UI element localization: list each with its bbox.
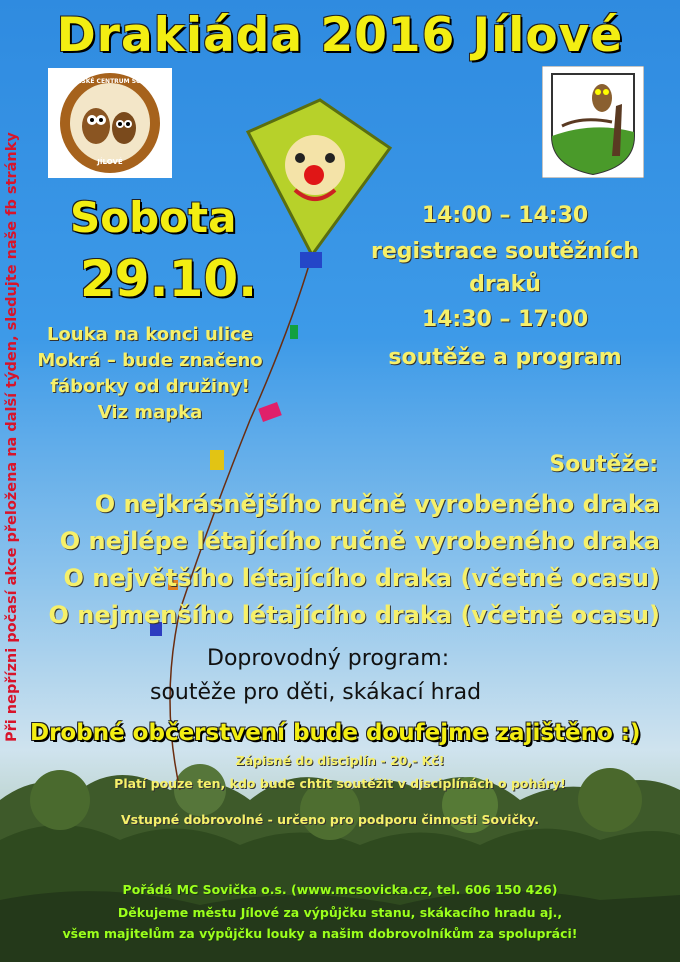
competition-item: O největšího létajícího draka (včetně ocasu) <box>63 564 660 592</box>
date-value: 29.10. <box>80 250 258 308</box>
schedule-line: registrace soutěžních <box>370 239 639 264</box>
footer-thanks-2: všem majitelům za výpůjčku louky a našim dobrovolníkům za spolupráci! <box>62 926 578 941</box>
location-line: Mokrá – bude značeno <box>37 350 263 371</box>
competitions-heading: Soutěže: <box>549 452 658 477</box>
schedule-line: 14:00 – 14:30 <box>421 203 589 228</box>
entry-note: Vstupné dobrovolné - určeno pro podporu činnosti Sovičky. <box>120 812 540 827</box>
date-day: Sobota <box>70 193 237 242</box>
location-line: fáborky od družiny! <box>50 376 250 397</box>
logo-text-top: MATEŘSKÉ CENTRUM SOVIČKA <box>58 78 162 85</box>
mc-sovicka-logo <box>48 68 172 178</box>
refreshments-note: Drobné občerstvení bude doufejme zajištěno :) <box>30 720 641 746</box>
schedule-line: 14:30 – 17:00 <box>421 307 589 332</box>
program-heading: Doprovodný program: <box>207 646 450 671</box>
competition-item: O nejmenšího létajícího draka (včetně ocasu) <box>48 601 660 629</box>
location-block <box>30 322 270 426</box>
weather-note: Při nepřízni počasí akce přeložena na další týden, sledujte naše fb stránky <box>4 132 20 742</box>
logo-text-bottom: JÍLOVÉ <box>97 158 123 166</box>
fee-note: Zápisné do disciplín - 20,- Kč! <box>235 753 445 768</box>
competition-item: O nejlépe létajícího ručně vyrobeného draka <box>59 527 660 555</box>
location-line: Viz mapka <box>97 402 203 423</box>
footer-thanks: Děkujeme městu Jílové za výpůjčku stanu, skákacího hradu aj., <box>117 905 563 920</box>
program-text: soutěže pro děti, skákací hrad <box>150 680 482 705</box>
schedule-block <box>350 197 660 377</box>
location-line: Louka na konci ulice <box>46 324 254 345</box>
jilove-coat-of-arms <box>542 66 644 178</box>
fee-condition: Platí pouze ten, kdo bude chtít soutěžit v disciplínách o poháry! <box>114 776 566 791</box>
footer-organizer: Pořádá MC Sovička o.s. (www.mcsovicka.cz, tel. 606 150 426) <box>122 882 558 897</box>
competitions-list <box>49 486 660 634</box>
schedule-line: soutěže a program <box>388 345 622 370</box>
competition-item: O nejkrásnějšího ručně vyrobeného draka <box>94 490 660 518</box>
poster-title: Drakiáda 2016 Jílové <box>56 8 624 63</box>
schedule-line: draků <box>469 272 541 297</box>
